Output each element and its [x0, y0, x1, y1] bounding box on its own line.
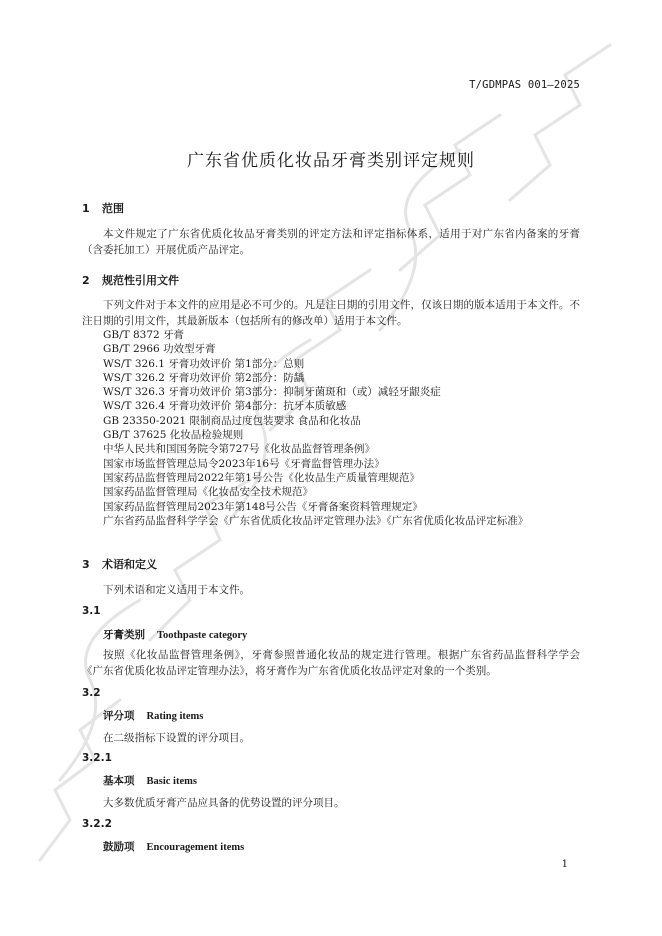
reference-item: 广东省药品监督科学学会《广东省优质化妆品评定管理办法》《广东省优质化妆品评定标准》	[103, 514, 529, 527]
term-zh: 评分项	[103, 710, 135, 722]
reference-list	[103, 328, 528, 528]
term-zh: 牙膏类别	[103, 629, 145, 641]
reference-item: 国家药品监督管理局《化妆品安全技术规范》	[103, 486, 313, 499]
reference-item: 中华人民共和国国务院令第727号《化妆品监督管理条例》	[103, 443, 376, 456]
clause-number: 3.2.1	[82, 752, 112, 764]
section-number: 3	[82, 558, 90, 571]
term-en: Basic items	[146, 776, 197, 787]
term-en: Rating items	[146, 711, 204, 722]
reference-item: GB/T 8372 牙膏	[103, 329, 185, 341]
term-zh: 基本项	[103, 775, 135, 787]
term-heading	[103, 773, 197, 788]
page-number: 1	[561, 859, 568, 870]
term-definition: 按照《化妆品监督管理条例》，牙膏参照普通化妆品的规定进行管理。根据广东省药品监督科学学会《广东省优质化妆品评定管理办法》，将牙膏作为广东省优质化妆品评定对象的一个类别。	[82, 649, 580, 677]
reference-item: GB/T 37625 化妆品检验规则	[103, 429, 244, 442]
scope-paragraph: 本文件规定了广东省优质化妆品牙膏类别的评定方法和评定指标体系，适用于对广东省内备案的牙膏（含委托加工）开展优质产品评定。	[82, 228, 580, 256]
reference-item: GB 23350-2021 限制商品过度包装要求 食品和化妆品	[103, 414, 361, 427]
references-intro-paragraph: 下列文件对于本文件的应用是必不可少的。凡是注日期的引用文件，仅该日期的版本适用于本文件。不注日期的引用文件，其最新版本（包括所有的修改单）适用于本文件。	[82, 299, 580, 327]
term-heading	[103, 627, 247, 642]
reference-item: WS/T 326.3 牙膏功效评价 第3部分：抑制牙菌斑和（或）减轻牙龈炎症	[103, 386, 441, 399]
reference-item: 国家药品监督管理局2023年第148号公告《牙膏备案资料管理规定》	[103, 500, 423, 513]
term-definition: 在二级指标下设置的评分项目。	[103, 732, 250, 744]
reference-item: WS/T 326.2 牙膏功效评价 第2部分：防龋	[103, 371, 305, 384]
section-title: 范围	[102, 202, 124, 215]
section-number: 2	[82, 274, 90, 287]
term-definition: 大多数优质牙膏产品应具备的优势设置的评分项目。	[103, 797, 345, 809]
reference-item: GB/T 2966 功效型牙膏	[103, 343, 216, 356]
section-title: 术语和定义	[102, 558, 157, 571]
document-title: 广东省优质化妆品牙膏类别评定规则	[187, 151, 475, 171]
clause-number: 3.2.2	[82, 818, 112, 830]
section-title: 规范性引用文件	[102, 274, 179, 287]
section-heading-terms	[82, 556, 157, 572]
term-en: Encouragement items	[146, 842, 245, 853]
clause-number: 3.2	[82, 687, 101, 699]
section-heading-scope	[82, 200, 124, 216]
document-id: T/GDMPAS 001—2025	[469, 79, 580, 91]
reference-item: 国家药品监督管理局2022年第1号公告《化妆品生产质量管理规范》	[103, 471, 420, 484]
section-heading-normative-references	[82, 272, 179, 288]
terms-intro: 下列术语和定义适用于本文件。	[103, 584, 250, 596]
clause-number: 3.1	[82, 605, 101, 617]
section-number: 1	[82, 202, 90, 215]
reference-item: WS/T 326.1 牙膏功效评价 第1部分：总则	[103, 357, 305, 370]
term-en: Toothpaste category	[157, 630, 248, 641]
term-heading	[103, 839, 244, 854]
reference-item: WS/T 326.4 牙膏功效评价 第4部分：抗牙本质敏感	[103, 400, 347, 413]
term-heading	[103, 708, 203, 723]
reference-item: 国家市场监督管理总局令2023年16号《牙膏监督管理办法》	[103, 457, 385, 470]
term-zh: 鼓励项	[103, 841, 135, 853]
